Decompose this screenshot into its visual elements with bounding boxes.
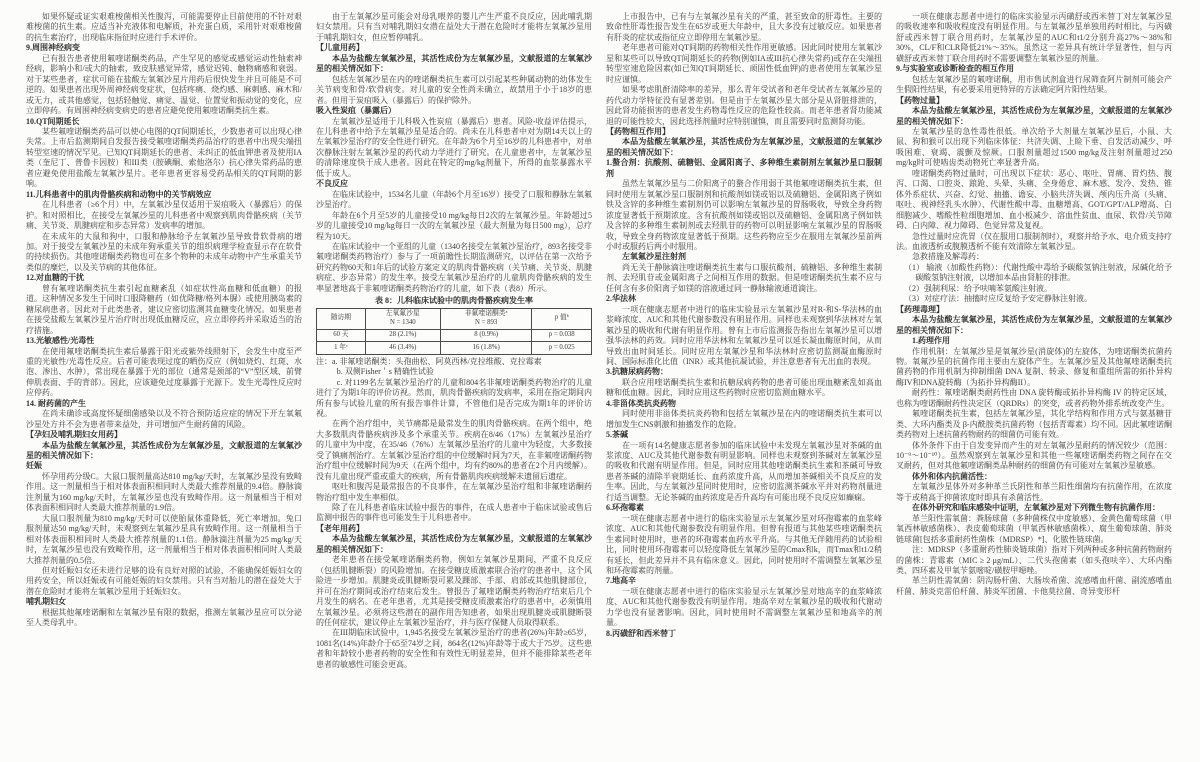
- table-cell: 1 年ᶜ: [317, 342, 366, 355]
- table-column-header: 左氧氟沙星 N = 1340: [365, 308, 440, 329]
- section-heading: 【药理毒理】: [896, 304, 944, 314]
- sub-heading: 体外和体内抗菌活性：: [912, 471, 992, 481]
- paragraph: 革兰阴性需氧菌：阴沟肠杆菌、大肠埃希菌、流感嗜血杆菌、副流感嗜血杆菌、肺炎克雷伯杆菌、肺炎军团菌、卡他莫拉菌、奇异变形杆: [896, 576, 1172, 596]
- text-columns: [26, 12, 1174, 752]
- paragraph: 呕吐和腹泻是最常报告的不良事件，在左氧氟沙星治疗组和非氟喹诺酮药物治疗组中发生率相似。: [316, 482, 592, 502]
- list-item: （3）对症疗法：抽搐时应反复给予安定静脉注射液。: [904, 294, 1092, 304]
- section-heading: 9.周围神经病变: [26, 43, 80, 53]
- bold-paragraph: 本品为盐酸左氧氟沙星，其活性成份为左氧氟沙星，文献报道的左氧氟沙星的相关情况如下：: [26, 440, 302, 461]
- paragraph: 老年患者在接受氟喹诺酮类药物，例如左氧氟沙星期间，严重不良反应（包括肌腱断裂）的风险增加。在接受糖皮质激素联合治疗的患者中，这个风险进一步增加。肌腱炎或肌腱断裂可累及踝部、手部、肩部或其他肌腱部位，并可在治疗期间或治疗结束后发生。曾报告了氟喹诺酮类药物治疗结束后几个月发生的病名。在老年患者，尤其是接受糖皮质激素治疗的患者中，必须慎用左氧氟沙星。必须将这些潜在的副作用告知患者，如果出现肌腱炎或肌腱断裂的任何症状，建议停止左氧氟沙星治疗，并与医疗保健人员取得联系。: [316, 555, 592, 628]
- section-heading: 【老年用药】: [316, 523, 364, 533]
- paragraph: 左氧氟沙星适用于儿科吸入性炭疽（暴露后）患者。风险-收益评估提示，在儿科患者中给予左氧氟沙星是适合的。尚未在儿科患者中对为期14天以上的左氧氟沙星治疗的安全性进行研究。在年龄为6个月至16岁的儿科患者中，对单次静脉注射左氧氟沙星的药代动力学进行了研究。在儿童患者中，左氧氟沙星的清除速度快于成人患者。因此在特定的mg/kg剂量下，所得的血浆暴露水平低于成人。: [316, 116, 592, 178]
- section-heading: 10.QT间期延长: [26, 116, 80, 126]
- paragraph: 急性过量时应洗胃（仅在服用口服制剂时），观察并给予水、电介质支持疗法。血液透析或腹膜透析不能有效清除左氧氟沙星。: [896, 231, 1172, 251]
- paragraph: 在临床试验中，1534名儿童（年龄6个月至16岁）接受了口服和静脉左氧氟沙星治疗。: [316, 189, 592, 210]
- paragraph: 如果考虑肌酐清除率的差异，那么青年受试者和老年受试者左氧氟沙星的药代动力学特征没有显著差别。但是由于左氧氟沙星大部分是从肾脏排泄的，因此肾功能损害的患者发生药物毒性反应的危险性较高。而老年患者肾功能减退的可能性较大，因此选择剂量时应特别谨慎，而且需要同时监测肾功能。: [606, 85, 882, 126]
- paragraph: 在III期临床试验中，1,945名接受左氧氟沙星治疗的患者(26%)年龄≥65岁，1081名(14%)年龄介于65至74岁之间，864名(12%)年龄等于或大于75岁。这些患者和年龄较小患者药物的安全性和有效性无明显差异，但并不能排除某些老年患者的敏感性可能会更高。: [316, 628, 592, 669]
- paragraph: 大鼠口服剂量为810 mg/kg/天时可以使胎鼠体重降低，死亡率增加。兔口服剂量达50 mg/kg/天时，未观察到左氧氟沙星具有致畸作用。这一剂量相当于相对体表面积相同时人类最大推荐剂量的1.1倍。静脉滴注剂量为25 mg/kg/天时，左氧氟沙星也没有致畸作用，这一剂量相当于相对体表面积相同时人类最大推荐剂量的0.5倍。: [26, 513, 302, 565]
- section-heading: 1.螯合剂：抗酸剂、硫糖铝、金属阳离子、多种维生素制剂左氧氟沙星口服制剂: [606, 158, 882, 178]
- paragraph: 包括左氧氟沙星的氟喹诺酮，用市售试剂盒进行尿筛查阿片制剂可能会产生假阳性结果，有必要采用更特异的方法确定阿片阳性结果。: [896, 74, 1172, 95]
- paragraph: 曾有氟喹诺酮类抗生素引起血糖紊乱（如症状性高血糖和低血糖）的报道。这种情况多发生于同时口服降糖药（如优降糖/格列本脲）或使用胰岛素的糖尿病患者。因此对于此类患者，建议应密切监测其血糖变化情况。如果患者在接受盐酸左氧氟沙星片治疗时出现低血糖反应，应立即停药并采取适当的治疗措施。: [26, 283, 302, 335]
- paragraph: 上市报告中，已有与左氧氟沙星有关的严重，甚至致命的肝毒性。主要的致命性肝毒性报告发生在65岁或更大年龄中，且大多没有过敏反应。如果患者有肝炎的症状或指征应立即停用左氧氟沙星。: [606, 12, 882, 42]
- section-heading: 吸入性炭疽（暴露后）: [316, 106, 396, 116]
- paragraph: 虽然左氧氟沙星与二价阳离子的螯合作用弱于其他氟喹诺酮类抗生素，但同时使用左氧氟沙星口服制剂和抗酸剂如镁或铝以及硫糖铝、金属阳离子例如铁及含锌的多种维生素制剂仍可以影响左氧氟沙星的胃肠吸收，导致全身药物浓度显著低于预期浓度。含有抗酸剂如镁或铝以及硫糖铝、金属阳离子例如铁及含锌的多种维生素制剂或去羟肌苷的药物可以明显影响左氧氟沙星的胃肠吸收，导致全身药物浓度显著低于预期。这些药物应至少在服用左氧氟沙星前两小时或服药后两小时服用。: [606, 179, 882, 251]
- paragraph: 氟喹诺酮类抗生素，包括左氧氟沙星，其化学结构和作用方式与氨基糖苷类、大环内酯类及 β-内酰胺类抗菌药物（包括青霉素）均不同。因此氟喹诺酮类药物对上述抗菌药物耐药的细菌仍可能有效。: [896, 409, 1172, 440]
- list-item: （1） 输液（加酸性药物）：代谢性酸中毒给予碳酸氢钠注射液，尿碱化给予碳酸氢钠注射液，以增加本品由肾脏的排泄。: [904, 262, 1172, 283]
- column-3: [606, 12, 882, 752]
- paragraph: 年龄在6个月至5岁的儿童接受10 mg/kg每日2次的左氧氟沙星。年龄超过5岁的儿童接受10 mg/kg每日一次的左氧氟沙星（最大剂量为每日500 mg），总疗程为10天。: [316, 210, 592, 241]
- bold-paragraph: 本品为盐酸左氧氟沙星，其活性成份为左氧氟沙星，文献报道的左氧氟沙星的相关情况如下：: [316, 53, 592, 74]
- table-column-header: 非氟喹诺酮类ᵃ N = 893: [440, 308, 532, 329]
- sub-heading: 1.药理作用: [912, 336, 950, 346]
- table-note: c. 对1199名左氧氟沙星治疗的儿童和804名非氟喹诺酮类药物治疗的儿童进行了为期1年的评价访视。然而，肌肉骨骼疾病的发病率，采用在指定期间内所有参与试验儿童的所有报告事件计算，不管他们是否完成为期1年的评价访视。: [316, 377, 592, 418]
- paragraph: 包括左氧氟沙星在内的喹诺酮类抗生素可以引起某些种属动物的幼体发生关节病变和骨/软骨病变。对儿童的安全性尚未确立，故禁用于小于18岁的患者。但用于炭疽吸入（暴露后）的保护除外。: [316, 74, 592, 105]
- section-heading: 6.环孢霉素: [606, 503, 644, 513]
- paragraph: 在临床试验中一个亚组的儿童（1340名接受左氧氟沙星治疗，893名接受非氟喹诺酮类药物治疗）参与了一项前瞻性长期监测研究，以评估在第一次给予研究药物60天和1年后的试验方案定义的肌肉骨骼疾病（关节痛、关节炎、肌腱病症、步态异常）的发生率。接受左氧氟沙星治疗的儿童肌肉骨骼疾病的发生率显著地高于非氟喹诺酮类药物治疗的儿童，如下表（表8）所示。: [316, 241, 592, 293]
- section-heading: 9.与实验室或诊断检查的相互作用: [896, 64, 1014, 74]
- table-cell: 28 (2.1%): [365, 329, 440, 342]
- paragraph: 尚无关于静脉滴注喹诺酮类抗生素与口服抗酸剂、硫糖铝、多种维生素制剂、去羟肌苷或金属阳离子之间相互作用的数据。但是喹诺酮类抗生素不应与任何含有多价阳离子如镁的溶液通过同一静脉输液通道滴注。: [606, 262, 882, 293]
- paragraph: 老年患者可能对QT间期的药物相关性作用更敏感。因此同时使用左氧氟沙星和某些可以导致QT间期延长的药物(例如IA或III抗心律失常药)或存在尖端扭转型室速危险因素(如已知QT间期延长、顽固性低血钾)的患者使用左氧氟沙星时应谨慎。: [606, 43, 882, 84]
- bold-paragraph: 本品为盐酸左氧氟沙星，其活性成份为左氧氟沙星，文献报道的左氧氟沙星的相关情况如下：: [896, 106, 1172, 126]
- paragraph: 在儿科患者（≥6个月）中，左氧氟沙星仅适用于炭疽吸入（暴露后）的保护。和对照相比，在接受左氧氟沙星的儿科患者中观察到肌肉骨骼疾病（关节痛、关节炎、肌腱病症和步态异常）发病率的增加。: [26, 200, 302, 231]
- table-cell: 60 天: [317, 329, 366, 342]
- column-2: [316, 12, 592, 752]
- section-heading: 不良反应: [316, 179, 348, 189]
- paragraph: 除了在儿科患者临床试验中报告的事件，在成人患者中于临床试验或售后监测中报告的事件也可能发生于儿科患者中。: [316, 503, 592, 523]
- table-column-header: 随访期: [317, 308, 366, 329]
- paragraph: 同时使用非甾体类抗炎药物和包括左氧氟沙星在内的喹诺酮类抗生素可以增加发生CNS刺激和抽搐发作的危险。: [606, 409, 882, 429]
- list-item: （2）强制利尿：给予呋喃苯氨酸注射液。: [904, 283, 1052, 293]
- paragraph: 在一项有14名健康志愿者参加的临床试验中未发现左氧氟沙星对茶碱的血浆浓度、AUC及其他代谢参数有明显影响。同样也未观察到茶碱对左氧氟沙星的吸收和代谢有明显作用。但是，同时应用其他喹诺酮类抗生素和茶碱可导致患者茶碱的清除半衰期延长、血药浓度升高，从而增加茶碱相关不良反应的发生率。因此，与左氧氟沙星同时使用时，应密切监测茶碱水平并对药物剂量进行适当调整。无论茶碱的血药浓度是否升高均有可能出现不良反应如癫痫。: [606, 440, 882, 502]
- bold-paragraph: 在体外研究和临床感染中证明，左氧氟沙星对下列微生物有抗菌作用：: [912, 503, 1160, 513]
- paragraph: 左氧氟沙星的急性毒性很低。单次给予大剂量左氧氟沙星后，小鼠、大鼠、狗和猴可以出现下列临床体征：共济失调、上睑下垂、自发活动减少、呼吸困难、衰竭、震颤及惊厥。口服剂量超过1500 mg/kg及注射剂量超过250 mg/kg时可使啮齿类动物死亡率显著升高。: [896, 126, 1172, 168]
- table-8-block: [316, 296, 592, 354]
- table-cell: 46 (3.4%): [365, 342, 440, 355]
- bold-paragraph: 本品为盐酸左氧氟沙星，其活性成份为左氧氟沙星，文献报道的左氧氟沙星的相关情况如下：: [606, 137, 882, 157]
- table-8-caption: 表 8：儿科临床试验中的肌肉骨骼疾病发生率: [375, 296, 533, 306]
- section-heading: 妊娠: [26, 461, 42, 471]
- paragraph: 某些氟喹诺酮类药品可以使心电图的QT间期延长，少数患者可以出现心律失常。上市后监测期间自发报告接受氟喹诺酮类药品治疗的患者中出现尖端扭转型室速的情况罕见。已知QT间期延长的患者、未纠正的低血钾患者及使用IA类（奎尼丁、普鲁卡因胺）和III类（胺碘酮、索他洛尔）抗心律失常药品的患者应避免使用盐酸左氧氟沙星片。老年患者更容易受药品相关的QT间期的影响。: [26, 126, 302, 189]
- bold-paragraph: 本品为盐酸左氧氟沙星，其活性成份为左氧氟沙星，文献报道的左氧氟沙星的相关情况如下：: [316, 534, 592, 554]
- paragraph: 左氧氟沙星体外对多种革兰氏阴性和革兰阳性细菌均有抗菌作用，在浓度等于或稍高于抑菌浓度时即具有杀菌活性。: [896, 482, 1172, 502]
- table-row: [317, 342, 592, 355]
- section-heading: 4.非甾体类抗炎药物: [606, 398, 676, 408]
- section-heading: 3.抗糖尿病药物：: [606, 367, 668, 377]
- paragraph: 体外条件下由于自发变异而产生的对左氧氟沙星耐药的情况较少（范围：10⁻⁹～10⁻¹⁰）。虽然观察到左氧氟沙星和其他一些氟喹诺酮类药物之间存在交叉耐药，但对其他氟喹诺酮类品种耐药的细菌仍有可能对左氧氟沙星敏感。: [896, 440, 1172, 471]
- section-heading: 7.地高辛: [606, 576, 636, 586]
- musculoskeletal-incidence-table: [316, 308, 592, 355]
- paragraph: 一项在健康志愿者中进行的临床实验显示左氧氟沙星对环孢霉素的血浆峰浓度、AUC和其他代谢参数没有明显作用。但曾有报道与其他某些喹诺酮类抗生素同时使用时，患者的环孢霉素血药水平升高。与其他无伴随用药的试验相比，同时使用环孢霉素可以轻度降低左氧氟沙星的Cmax和k，而Tmax和t1/2稍有延长，但此差异并不具有临床意义。因此，同时使用时不需调整左氧氟沙星和环孢霉素的剂量。: [606, 513, 882, 576]
- paragraph: 联合应用喹诺酮类抗生素和抗糖尿病药物的患者可能出现血糖紊乱如高血糖和低血糖。因此，同时应用这些药物时应密切监测血糖水平。: [606, 377, 882, 398]
- paragraph: 但对妊娠妇女还未进行足够的设有良好对照的试验，不能确保妊娠妇女的用药安全，所以妊娠或有可能妊娠的妇女禁用。只有当对胎儿的潜在益处大于潜在危险时才能将左氧氟沙星用于妊娠妇女。: [26, 566, 302, 596]
- table-cell: 8 (0.9%): [440, 329, 532, 342]
- paragraph: 已有报告患者使用氟喹诺酮类药品，产生罕见的感觉或感觉运动性轴索神经病，影响小和/或大的轴索，致皮肤感觉异常，感觉迟钝、触物痛感和衰弱。对于某些患者，症状可能在盐酸左氧氟沙星片用药后很快发生并且可能是不可逆的。如果患者出现外周神经病变症状，包括疼痛、烧灼感、麻刺感、麻木和/或无力，或其他感觉，包括轻触觉、痛觉、温觉、位置觉和振动觉的变化，应立即停药。有周围神经病变病史的患者应避免使用氟喹诺酮类抗生素。: [26, 53, 302, 116]
- paragraph: 在未成年的大鼠和狗中，口服和静脉给予左氧氟沙星导致骨软骨病的增加。对于接受左氧氟沙星的未成年狗承重关节的组织病理学检查显示存在软骨的持续损伤。其他喹诺酮类药物也可在多个物种的未成年动物中产生承重关节类似的糜烂，以及关节病的其他体征。: [26, 231, 302, 272]
- section-heading: 2.华法林: [606, 294, 636, 304]
- section-heading: 【孕妇及哺乳期妇女用药】: [26, 430, 122, 440]
- table-note: b. 双侧Fisher＇s 精确性试验: [336, 367, 434, 377]
- paragraph: 一项在健康志愿者中进行的临床实验显示左氧氟沙星对地高辛的血浆峰浓度、AUC和其他代谢参数没有明显作用。地高辛对左氧氟沙星的吸收和代谢动力学也没有显著影响。因此，同时使用时不需调整左氧氟沙星和地高辛的剂量。: [606, 586, 882, 628]
- paragraph: 注：MDRSP（多重耐药性肺炎链球菌）指对下列两种或多种抗菌药物耐药的菌株：青霉素（MIC ≥ 2 μg/mL）、二代头孢菌素（如头孢呋辛）、大环内酯类、四环素及甲氧苄氨嘧啶/磺胺甲噁唑。: [896, 545, 1172, 576]
- bold-paragraph: 本品为盐酸左氧氟沙星，其活性成份为左氧氟沙星，文献报道的左氧氟沙星的相关情况如下：: [896, 315, 1172, 335]
- paragraph: 怀孕用药分级C。大鼠口服剂量高达810 mg/kg/天时，左氧氟沙星没有致畸作用。这一剂量相当于相对体表面积相同时人类最大推荐剂量的9.4倍。静脉滴注剂量为160 mg/kg/天时，左氧氟沙星也没有致畸作用。这一剂量相当于相对体表面积相同时人类最大推荐剂量的1.9倍。: [26, 471, 302, 513]
- paragraph: 在使用氟喹诺酮类抗生素后暴露于阳光或紫外线照射下，会发生中度至严重的光敏性/光毒性反应。后者可能表现过度的晒伤反应（例如烧灼、红斑、水泡、渗出、水肿），常出现在暴露于光的部位（通常是颈部的“V”型区域、前臂伸肌表面、手的背部）。因此，应该避免过度暴露于光源下。发生光毒性反应时应停药。: [26, 346, 302, 398]
- paragraph: 革兰阳性需氧菌：粪肠球菌（多种菌株仅中度敏感）、金黄色葡萄球菌（甲氧西林敏感菌株）、表皮葡萄球菌（甲氧西林敏感菌株）、腐生葡萄球菌、肺炎链球菌[包括多重耐药性菌株（MDRSP）*]、化脓性链球菌。: [896, 513, 1172, 544]
- section-heading: 【药物相互作用】: [606, 126, 670, 136]
- paragraph: 根据其他氟喹诺酮和左氧氟沙星有限的数据，推测左氧氟沙星应可以分泌至人类母乳中。: [26, 607, 302, 628]
- paragraph: 作用机制：左氧氟沙星是氧氟沙星(消旋体)的左旋体，为喹诺酮类抗菌药物。氧氟沙星的抗菌作用主要由左旋体产生。左氧氟沙星及其他氟喹诺酮类抗菌药物的作用机制为抑制细菌 DNA 复制、转录、修复和重组所需的拓扑异构酶IV和DNA旋转酶（为拓扑异构酶II）。: [896, 346, 1172, 387]
- table-note: 注：a. 非氟喹诺酮类：头孢曲松、阿莫西林/克拉维酸、克拉霉素: [316, 356, 542, 366]
- sub-heading: 左氧氟沙星注射剂: [622, 252, 686, 262]
- section-heading: 【药物过量】: [896, 95, 944, 105]
- section-heading: 13.光敏感性/光毒性: [26, 336, 95, 346]
- section-heading: 8.丙磺舒和西米替丁: [606, 628, 676, 638]
- table-row: [317, 329, 592, 342]
- column-1: [26, 12, 302, 752]
- section-heading: 12.对血糖的干扰: [26, 273, 84, 283]
- paragraph: 一项在健康志愿者中进行的临床实验显示左氧氟沙星对R-和S-华法林的血浆峰浓度、AUC和其他代谢参数没有明显作用。同样也未观察到华法林对左氧氟沙星的吸收和代谢有明显作用。曾有上市后监测报告指出左氧氟沙星可以增强华法林的药效。同时应用华法林和左氧氟沙星可以延长凝血酶原时间，从而导致出血时间延长。同时应用左氧氟沙星和华法林时应密切监测凝血酶原时间、国际标准化比值（INR）或其他抗凝试验，并注意患者有无出血的表现。: [606, 304, 882, 366]
- section-heading: 【儿童用药】: [316, 43, 364, 53]
- column-4: [896, 12, 1172, 752]
- paragraph: 在两个治疗组中，关节痛都是最常发生的肌肉骨骼疾病。在两个组中，绝大多数肌肉骨骼疾病涉及多个承重关节。疾病在8/46（17%）左氧氟沙星治疗的儿童中为中度，在35/46（76%）左氧氟沙星治疗的儿童中为轻度，大多数接受了镇痛剂治疗。左氧氟沙星治疗组的中位缓解时间为7天，在非氟喹诺酮药物治疗组中位缓解时间为9天（在两个组中，均有约80%的患者在2个月内缓解）。没有儿童出现严重或重大的疾病，所有骨骼肌肉疾病缓解未遗留后遗症。: [316, 419, 592, 481]
- section-heading: 哺乳期妇女: [26, 597, 66, 607]
- paragraph: 在尚未确诊或高度怀疑细菌感染以及不符合预防适应症的情况下开左氧氟沙星处方并不会为患者带来益处，并可增加产生耐药菌的风险。: [26, 409, 302, 429]
- paragraph: 喹诺酮类药物过量时，可出现以下症状：恶心、呕吐、胃痛、胃灼热、腹泻、口渴、口腔炎、踉跄、头晕、头痛、全身倦怠、麻木感、发冷、发热、锥体外系症状、兴奋、幻觉、抽搐、谵妄、小脑共济失调、颅内压升高（头痛、呕吐、视神经乳头水肿）、代谢性酸中毒、血糖增高、GOT/GPT/ALP增高、白细胞减少、嗜酸性粒细胞增加、血小板减少、溶血性贫血、血尿、软骨/关节障碍、白内障、视力障碍、色觉异常及复视。: [896, 168, 1172, 231]
- table-column-header: p 值ᵇ: [532, 308, 592, 329]
- paragraph: 一项在健康志愿者中进行的临床实验显示丙磺舒或西米替丁对左氧氟沙星的吸收速率和吸收程度没有明显作用。与左氧氟沙星单独用药时相比，与丙磺舒或西米替丁联合用药时，左氧氟沙星的AUC和t1/2分别升高27%～38%和30%，CL/F和CLR降低21%～35%。虽然这一差异具有统计学显著性，但与丙磺舒或西米替丁联合用药时不需要调整左氧氟沙星的剂量。: [896, 12, 1172, 63]
- section-heading: 14. 耐药菌的产生: [26, 398, 86, 408]
- table-cell: p = 0.038: [532, 329, 592, 342]
- paragraph: 急救措施及解毒药：: [912, 252, 984, 262]
- section-heading: 5.茶碱: [606, 430, 628, 440]
- table-cell: 16 (1.8%): [440, 342, 532, 355]
- paragraph: 耐药性：氟喹诺酮类耐药性由 DNA 旋转酶或拓扑异构酶 IV 的特定区域，也称为喹诺酮耐药性决定区（QRDRs）的突变，或者药物外排系统改变产生。: [896, 388, 1172, 408]
- table-cell: p = 0.025: [532, 342, 592, 355]
- paragraph: 由于左氧氟沙星可能会对母乳喂养的婴儿产生严重不良反应，因此哺乳期妇女禁用。只有当对哺乳期妇女潜在益处大于潜在危险时才能将左氧氟沙星用于哺乳期妇女，但应暂停哺乳。: [316, 12, 592, 42]
- section-heading: 11.儿科患者中的肌肉骨骼疾病和动物中的关节病效应: [26, 189, 212, 199]
- paragraph: 如果怀疑或证实艰难梭菌相关性腹泻，可能需要停止目前使用的不针对艰难梭菌的抗生素。应适当补充液体和电解质，补充蛋白质，采用针对艰难梭菌的抗生素治疗，出现临床指征时应进行手术评价。: [26, 12, 302, 42]
